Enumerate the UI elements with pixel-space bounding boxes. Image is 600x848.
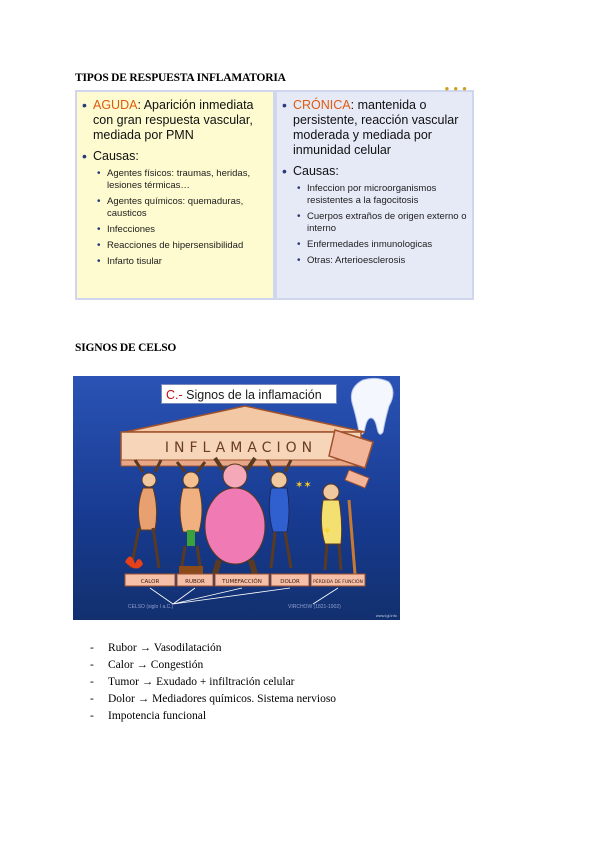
slide-title-text: Signos de la inflamación [182,388,322,402]
plinth-label: RUBOR [185,579,205,585]
cronica-cause: • Infeccion por microorganismos resistentes a la fagocitosis [277,183,472,207]
celso-temple-illustration [73,376,400,620]
figure-tumefaccion [205,458,265,574]
aguda-definition [77,98,273,143]
signs-list [90,640,336,725]
aguda-causes-label: • Causas: [77,149,273,164]
cronica-definition [277,98,472,158]
cronica-cause: • Enfermedades inmunologicas [277,239,472,251]
section-title-celso: SIGNOS DE CELSO [75,342,177,354]
cronica-cause: • Cuerpos extraños de origen externo o interno [277,211,472,235]
cronica-text: : mantenida o persistente, reacción vascular moderada y mediada por inmunidad celular [293,98,459,157]
connector-arrows [150,588,338,604]
slide-title [161,384,337,404]
column-cronica [277,92,472,298]
aguda-cause: • Agentes físicos: traumas, heridas, lesiones térmicas… [77,168,273,192]
aguda-cause: • Infarto tisular [77,256,273,268]
plinth-label: PÉRDIDA DE FUNCIÓN [313,580,363,585]
slide-tipos-respuesta [75,84,474,300]
credit-celso: CELSO (siglo I a.C.) [128,604,174,610]
aguda-cause: • Infecciones [77,224,273,236]
figure-rubor [177,462,205,574]
figure-calor [125,460,161,569]
cronica-keyword: CRÓNICA [293,98,351,112]
slide-title-prefix: C.- [166,388,183,402]
aguda-cause: • Agentes químicos: quemaduras, causticos [77,196,273,220]
cronica-cause: • Otras: Arterioesclerosis [277,255,472,267]
plinth-label: DOLOR [280,579,300,585]
credit-virchow: VIRCHOW (1821-1902) [288,604,341,610]
slide-signos-inflamacion [73,376,400,620]
figure-dolor [267,460,312,568]
aguda-cause: • Reacciones de hipersensibilidad [77,240,273,252]
section-title-tipos: TIPOS DE RESPUESTA INFLAMATORIA [75,72,286,84]
list-item: - Rubor → Vasodilatación [90,640,336,657]
plinth-label: TUMEFACCIÓN [222,579,262,585]
cronica-causes-label: • Causas: [277,164,472,179]
aguda-keyword: AGUDA [93,98,138,112]
decorative-dots-icon: ● ● ● [444,84,468,93]
plinth-label: CALOR [140,579,160,585]
list-item: - Dolor → Mediadores químicos. Sistema nervioso [90,691,336,708]
pain-stars-icon: ✶✶ [295,480,312,491]
list-item: - Impotencia funcional [90,708,336,725]
aguda-text: : Aparición inmediata con gran respuesta vascular, mediada por PMN [93,98,254,142]
figure-perdida-funcion [321,484,355,574]
credit-site: www.lgl.info [375,613,397,618]
temple-pediment [121,406,365,466]
tooth-icon [351,378,393,434]
column-aguda [77,92,273,298]
pain-stars-icon: ✶ [323,526,332,537]
list-item: - Tumor → Exudado + infiltración celular [90,674,336,691]
inflamacion-banner: INFLAMACION [164,440,318,456]
list-item: - Calor → Congestión [90,657,336,674]
